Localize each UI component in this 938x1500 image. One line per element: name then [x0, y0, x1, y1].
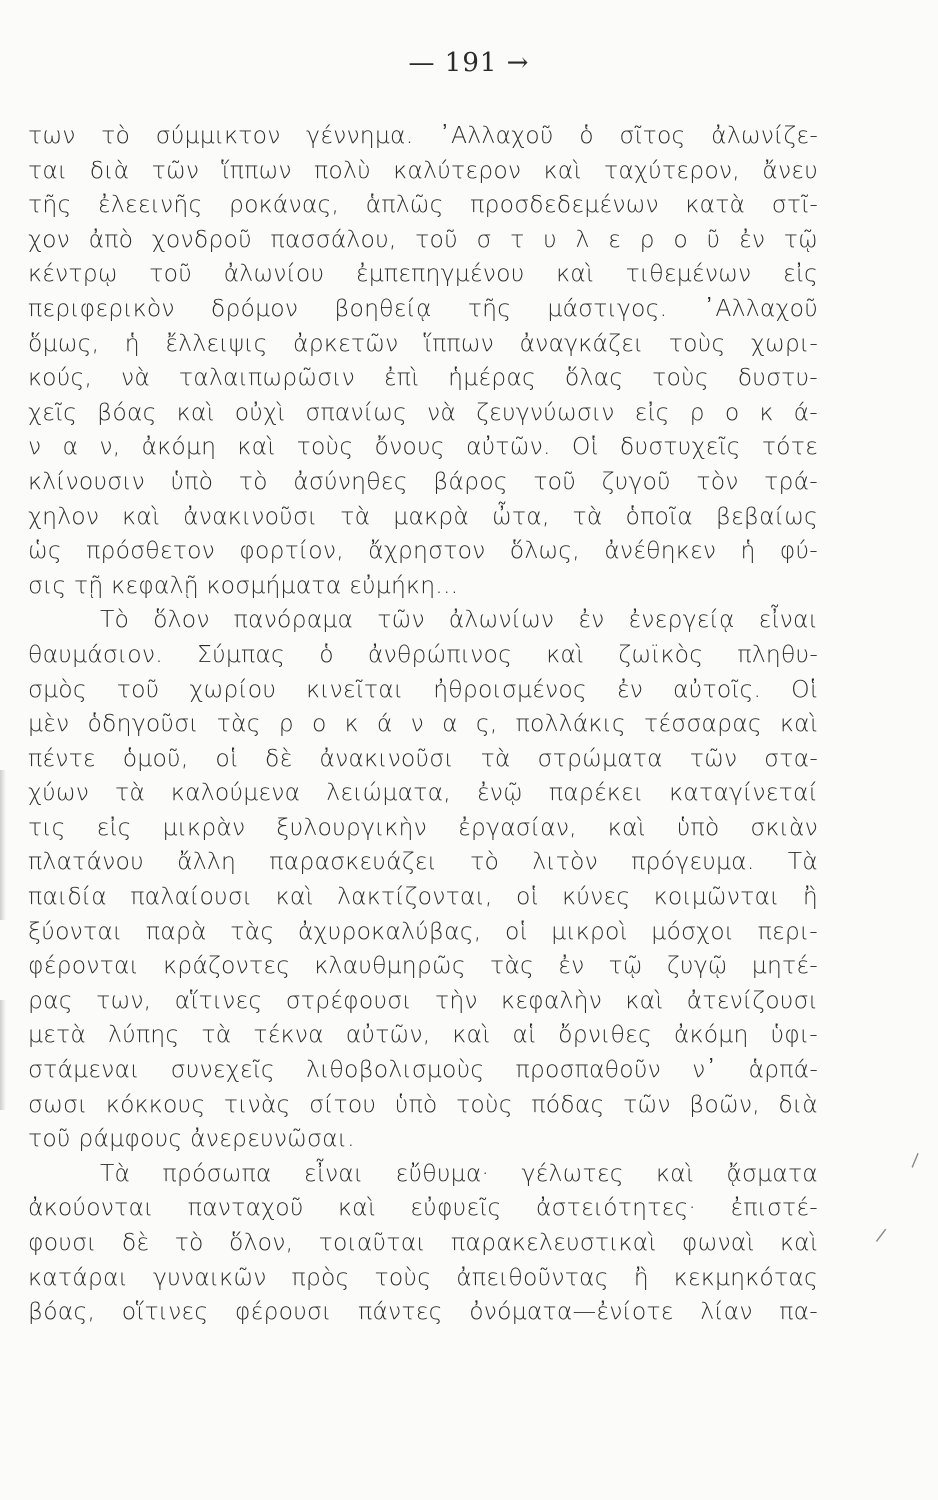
text-line: χηλον καὶ ἀνακινοῦσι τὰ μακρὰ ὦτα, τὰ ὁποῖα βεβαίως: [28, 501, 818, 530]
paragraph-start-line: Τὰ πρόσωπα εἶναι εὔθυμα· γέλωτες καὶ ᾄσματα: [100, 1158, 818, 1187]
text-line: σωσι κόκκους τινὰς σίτου ὑπὸ τοὺς πόδας τῶν βοῶν, διὰ: [28, 1089, 818, 1118]
text-line: παιδία παλαίουσι καὶ λακτίζονται, οἱ κύνες κοιμῶνται ἢ: [28, 882, 818, 911]
text-line: πλατάνου ἄλλη παρασκευάζει τὸ λιτὸν πρόγευμα. Τὰ: [28, 847, 818, 876]
text-line: σμὸς τοῦ χωρίου κινεῖται ἠθροισμένος ἐν αὐτοῖς. Οἱ: [28, 674, 818, 703]
body-text: [28, 118, 818, 1329]
text-line: τῆς ἐλεεινῆς ροκάνας, ἁπλῶς προσδεδεμένων κατὰ στῖ-: [28, 190, 818, 219]
text-line: θαυμάσιον. Σύμπας ὁ ἀνθρώπινος καὶ ζωϊκὸς πληθυ-: [28, 639, 818, 668]
text-line: κατάραι γυναικῶν πρὸς τοὺς ἀπειθοῦντας ἢ κεκμηκότας: [28, 1262, 818, 1291]
text-line: ξύονται παρὰ τὰς ἀχυροκαλύβας, οἱ μικροὶ μόσχοι περι-: [28, 916, 818, 945]
paper-mark: /: [874, 1224, 888, 1247]
text-line: περιφερικὸν δρόμον βοηθείᾳ τῆς μάστιγος. ᾿Αλλαχοῦ: [28, 293, 818, 322]
text-line: ἀκούονται πανταχοῦ καὶ εὐφυεῖς ἀστειότητες· ἐπιστέ-: [28, 1193, 818, 1222]
text-line: ται διὰ τῶν ἵππων πολὺ καλύτερον καὶ ταχύτερον, ἄνευ: [28, 155, 818, 184]
paragraph-start-line: Τὸ ὅλον πανόραμα τῶν ἀλωνίων ἐν ἐνεργείᾳ εἶναι: [100, 605, 818, 634]
paragraph-end-line: σις τῇ κεφαλῇ κοσμήματα εὐμήκη...: [28, 570, 459, 599]
text-line: των τὸ σύμμικτον γέννημα. ᾿Αλλαχοῦ ὁ σῖτος ἀλωνίζε-: [28, 121, 818, 149]
text-line: στάμεναι συνεχεῖς λιθοβολισμοὺς προσπαθοῦν ν᾿ ἁρπά-: [28, 1055, 818, 1084]
text-line: κούς, νὰ ταλαιπωρῶσιν ἐπὶ ἡμέρας ὅλας τοὺς δυστυ-: [28, 363, 818, 392]
text-line: ρας των, αἵτινες στρέφουσι τὴν κεφαλὴν καὶ ἀτενίζουσι: [28, 985, 818, 1014]
text-line: χεῖς βόας καὶ οὐχὶ σπανίως νὰ ζευγνύωσιν εἰς ρ ο κ ά-: [28, 397, 818, 426]
page-number: — 191 →: [408, 48, 530, 78]
text-line: μὲν ὁδηγοῦσι τὰς ρ ο κ ά ν α ς, πολλάκις τέσσαρας καὶ: [28, 709, 818, 738]
text-line: ν α ν, ἀκόμη καὶ τοὺς ὄνους αὐτῶν. Οἱ δυστυχεῖς τότε: [28, 432, 818, 461]
text-line: ὡς πρόσθετον φορτίον, ἄχρηστον ὅλως, ἀνέθηκεν ἡ φύ-: [28, 536, 818, 565]
text-line: βόας, οἵτινες φέρουσι πάντες ὀνόματα—ἐνίοτε λίαν πα-: [28, 1297, 818, 1326]
margin-smudge: [0, 770, 6, 920]
text-line: φουσι δὲ τὸ ὅλον, τοιαῦται παρακελευστικαὶ φωναὶ καὶ: [28, 1228, 818, 1256]
text-line: τις εἰς μικρὰν ξυλουργικὴν ἐργασίαν, καὶ ὑπὸ σκιὰν: [28, 812, 818, 841]
text-line: κλίνουσιν ὑπὸ τὸ ἀσύνηθες βάρος τοῦ ζυγοῦ τὸν τρά-: [28, 466, 818, 495]
paper-mark: \: [905, 1150, 925, 1171]
text-line: πέντε ὁμοῦ, οἱ δὲ ἀνακινοῦσι τὰ στρώματα τῶν στα-: [28, 743, 818, 772]
text-line: χον ἀπὸ χονδροῦ πασσάλου, τοῦ σ τ υ λ ε ρ ο ῦ ἐν τῷ: [28, 224, 818, 253]
text-line: μετὰ λύπης τὰ τέκνα αὐτῶν, καὶ αἱ ὄρνιθες ἀκόμη ὑφι-: [28, 1020, 818, 1049]
text-line: φέρονται κράζοντες κλαυθμηρῶς τὰς ἐν τῷ ζυγῷ μητέ-: [28, 951, 818, 980]
text-line: ὅμως, ἡ ἔλλειψις ἀρκετῶν ἵππων ἀναγκάζει τοὺς χωρι-: [28, 328, 818, 357]
paragraph-end-line: τοῦ ράμφους ἀνερευνῶσαι.: [28, 1124, 355, 1153]
text-line: κέντρῳ τοῦ ἀλωνίου ἐμπεπηγμένου καὶ τιθεμένων εἰς: [28, 259, 818, 288]
margin-smudge: [0, 1000, 6, 1110]
text-line: χύων τὰ καλούμενα λειώματα, ἐνῷ παρέκει καταγίνεταί: [28, 778, 818, 807]
